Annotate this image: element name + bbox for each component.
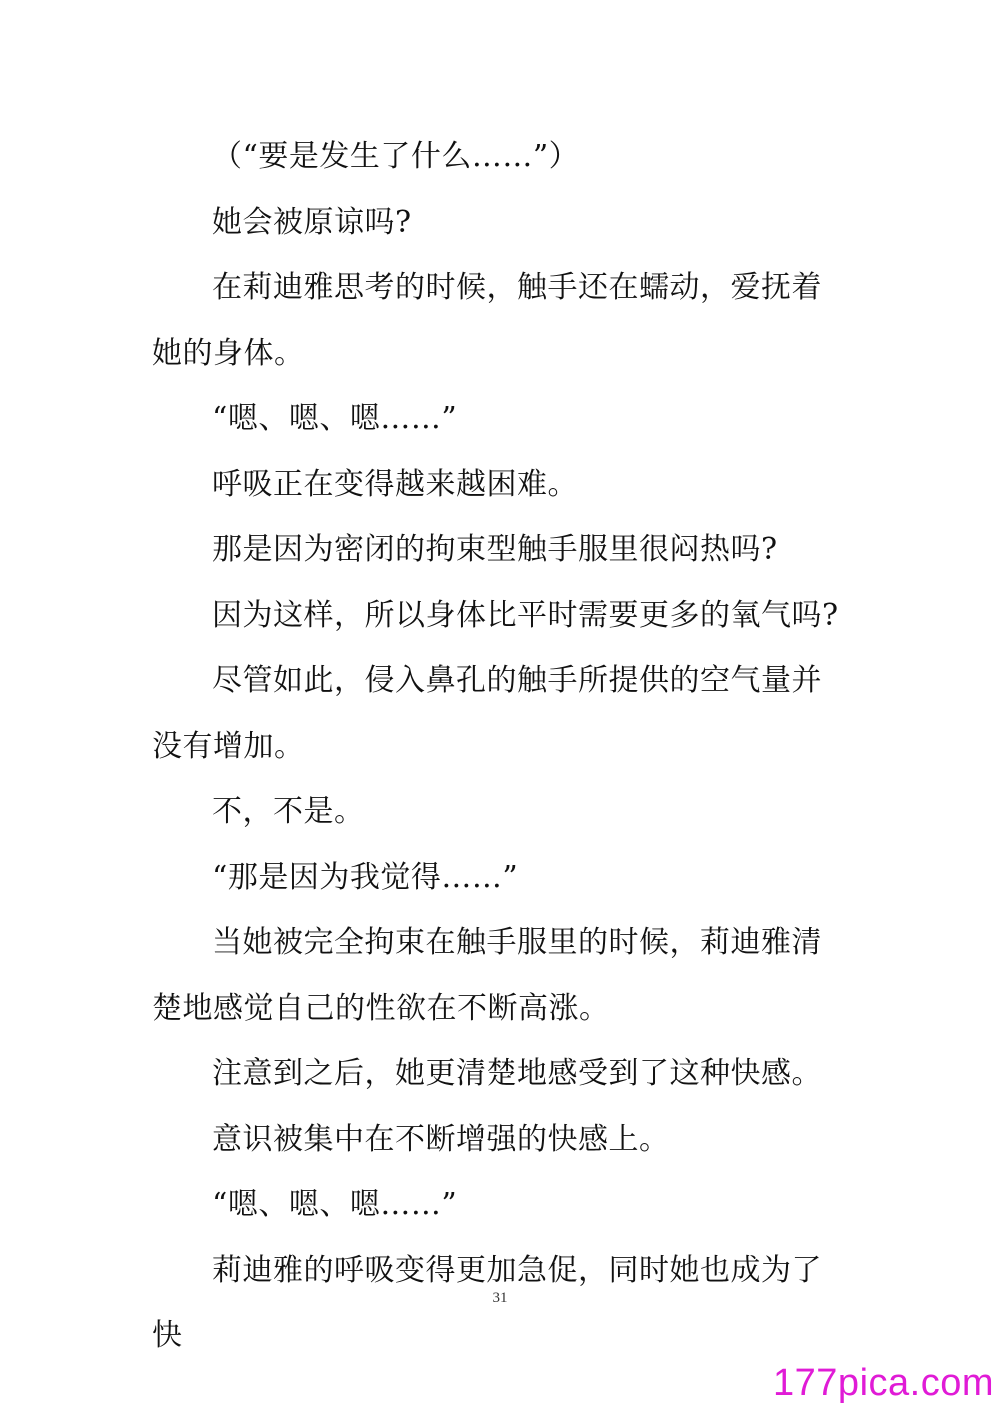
paragraph: 在莉迪雅思考的时候，触手还在蠕动，爱抚着她的身体。 (152, 270, 822, 371)
paragraph: 莉迪雅的呼吸变得更加急促，同时她也成为了快 (152, 1252, 822, 1353)
paragraph: 那是因为密闭的拘束型触手服里很闷热吗? (212, 532, 778, 567)
paragraph: 注意到之后，她更清楚地感受到了这种快感。 (212, 1056, 822, 1091)
paragraph: 因为这样，所以身体比平时需要更多的氧气吗? (212, 597, 839, 633)
paragraph: “嗯、嗯、嗯……” (212, 1187, 458, 1222)
paragraph: 不，不是。 (212, 794, 365, 829)
paragraph: “嗯、嗯、嗯……” (212, 401, 458, 436)
paragraph: “那是因为我觉得……” (212, 859, 519, 895)
paragraph: 当她被完全拘束在触手服里的时候，莉迪雅清楚地感觉自己的性欲在不断高涨。 (152, 925, 822, 1026)
page-number: 31 (492, 1290, 508, 1306)
paragraph: 尽管如此，侵入鼻孔的触手所提供的空气量并没有增加。 (152, 663, 822, 764)
paragraph: （“要是发生了什么……”） (212, 139, 580, 174)
paragraph: 她会被原谅吗? (212, 204, 412, 240)
paragraph: 呼吸正在变得越来越困难。 (212, 466, 578, 502)
watermark-link[interactable]: 177pica.com (773, 1362, 994, 1404)
text-body (152, 124, 852, 1369)
paragraph: 意识被集中在不断增强的快感上。 (212, 1121, 670, 1157)
